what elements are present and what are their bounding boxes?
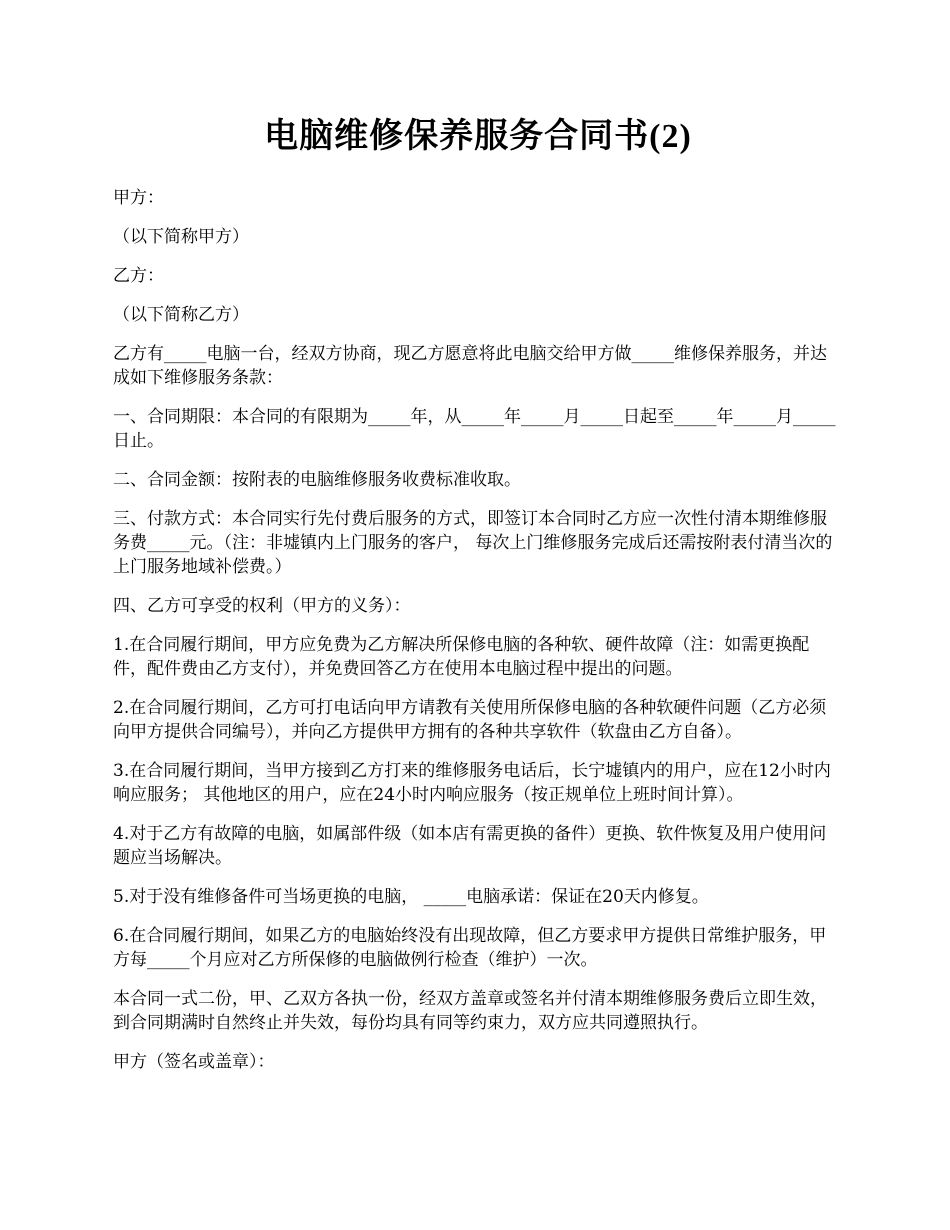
rights-item-1: 1.在合同履行期间，甲方应免费为乙方解决所保修电脑的各种软、硬件故障（注：如需更换配件，配件费由乙方支付），并免费回答乙方在使用本电脑过程中提出的问题。: [113, 635, 810, 679]
rights-item-3: 3.在合同履行期间，当甲方接到乙方打来的维修服务电话后，长宁墟镇内的用户，应在12小时内响应服务； 其他地区的用户，应在24小时内响应服务（按正规单位上班时间计算）。: [113, 761, 831, 805]
party-a-signature-line: 甲方（签名或盖章）：: [113, 1052, 275, 1072]
rights-item-2: 2.在合同履行期间，乙方可打电话向甲方请教有关使用所保修电脑的各种软硬件问题（乙方必须向甲方提供合同编号），并向乙方提供甲方拥有的各种共享软件（软盘由乙方自备）。: [113, 698, 827, 742]
closing-paragraph: 本合同一式二份，甲、乙双方各执一份，经双方盖章或签名并付清本期维修服务费后立即生效，到合同期满时自然终止并失效，每份均具有同等约束力，双方应共同遵照执行。: [113, 989, 827, 1033]
contract-page: [113, 112, 843, 1089]
document-title: 电脑维修保养服务合同书(2): [264, 118, 692, 155]
party-a-alias: （以下简称甲方）: [113, 227, 249, 247]
clause-payment: 三、付款方式：本合同实行先付费后服务的方式，即签订本合同时乙方应一次性付清本期维修服务费_____元。（注：非墟镇内上门服务的客户， 每次上门维修服务完成后还需按附表付清当次的上门服务地域补偿费。）: [113, 509, 833, 577]
party-a-label: 甲方：: [113, 188, 164, 208]
party-b-label: 乙方：: [113, 266, 164, 286]
rights-item-4: 4.对于乙方有故障的电脑，如属部件级（如本店有需更换的备件）更换、软件恢复及用户使用问题应当场解决。: [113, 824, 827, 868]
clause-term: 一、合同期限：本合同的有限期为_____年，从_____年_____月_____日起至_____年_____月_____日止。: [113, 407, 836, 451]
rights-item-6: 6.在合同履行期间，如果乙方的电脑始终没有出现故障，但乙方要求甲方提供日常维护服务，甲方每_____个月应对乙方所保修的电脑做例行检查（维护）一次。: [113, 926, 827, 970]
intro-paragraph: 乙方有_____电脑一台，经双方协商，现乙方愿意将此电脑交给甲方做_____维修保养服务，并达成如下维修服务条款：: [113, 344, 827, 388]
rights-item-5: 5.对于没有维修备件可当场更换的电脑， _____电脑承诺：保证在20天内修复。: [113, 887, 709, 907]
clause-amount: 二、合同金额：按附表的电脑维修服务收费标准收取。: [113, 470, 521, 490]
clause-rights-heading: 四、乙方可享受的权利（甲方的义务）：: [113, 596, 411, 616]
party-b-alias: （以下简称乙方）: [113, 305, 249, 325]
